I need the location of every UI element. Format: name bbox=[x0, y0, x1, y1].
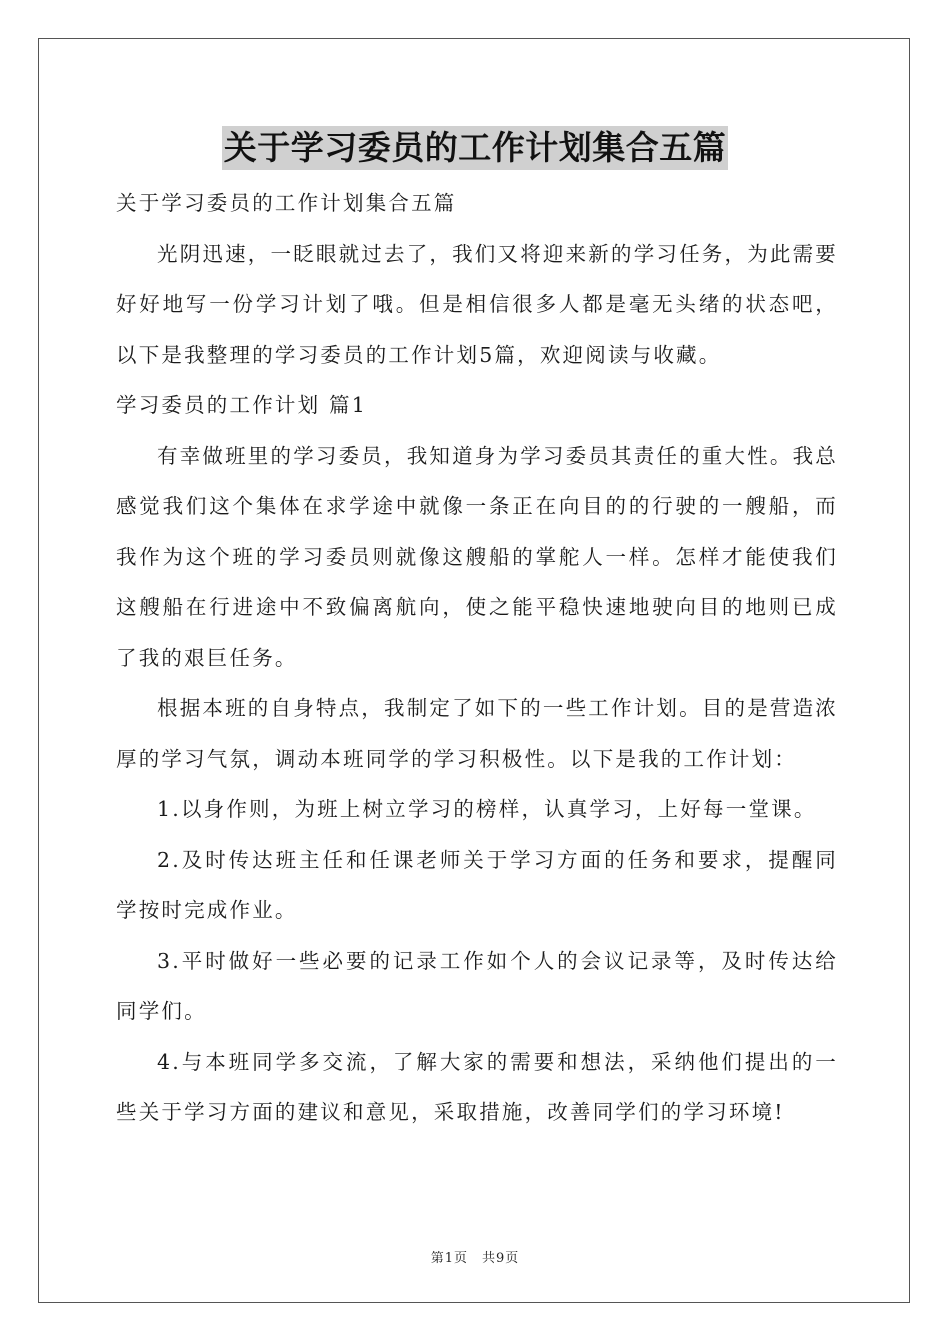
document-title: 关于学习委员的工作计划集合五篇 bbox=[222, 126, 729, 170]
page-total: 共9页 bbox=[482, 1251, 520, 1266]
page-footer bbox=[0, 1247, 950, 1266]
body-paragraph: 有幸做班里的学习委员，我知道身为学习委员其责任的重大性。我总感觉我们这个集体在求学途中就像一条正在向目的的行驶的一艘船，而我作为这个班的学习委员则就像这艘船的掌舵人一样。怎样才能使我们这艘船在行进途中不致偏离航向，使之能平稳快速地驶向目的地则已成了我的艰巨任务。 bbox=[116, 443, 838, 670]
document-body bbox=[116, 178, 838, 1138]
body-paragraph: 光阴迅速，一眨眼就过去了，我们又将迎来新的学习任务，为此需要好好地写一份学习计划了哦。但是相信很多人都是毫无头绪的状态吧，以下是我整理的学习委员的工作计划5篇，欢迎阅读与收藏。 bbox=[116, 241, 838, 367]
document-subtitle: 关于学习委员的工作计划集合五篇 bbox=[116, 191, 457, 215]
body-paragraph: 2.及时传达班主任和任课老师关于学习方面的任务和要求，提醒同学按时完成作业。 bbox=[116, 847, 838, 922]
title-container bbox=[0, 126, 950, 170]
page-number: 第1页 bbox=[430, 1251, 468, 1266]
body-paragraph: 1.以身作则，为班上树立学习的榜样，认真学习，上好每一堂课。 bbox=[157, 797, 817, 821]
section-heading: 学习委员的工作计划 篇1 bbox=[116, 393, 367, 417]
body-paragraph: 3.平时做好一些必要的记录工作如个人的会议记录等，及时传达给同学们。 bbox=[116, 948, 838, 1023]
body-paragraph: 根据本班的自身特点，我制定了如下的一些工作计划。目的是营造浓厚的学习气氛，调动本班同学的学习积极性。以下是我的工作计划： bbox=[116, 696, 838, 771]
body-paragraph: 4.与本班同学多交流，了解大家的需要和想法，采纳他们提出的一些关于学习方面的建议和意见，采取措施，改善同学们的学习环境! bbox=[116, 1049, 838, 1124]
paragraph-list bbox=[116, 229, 838, 1138]
